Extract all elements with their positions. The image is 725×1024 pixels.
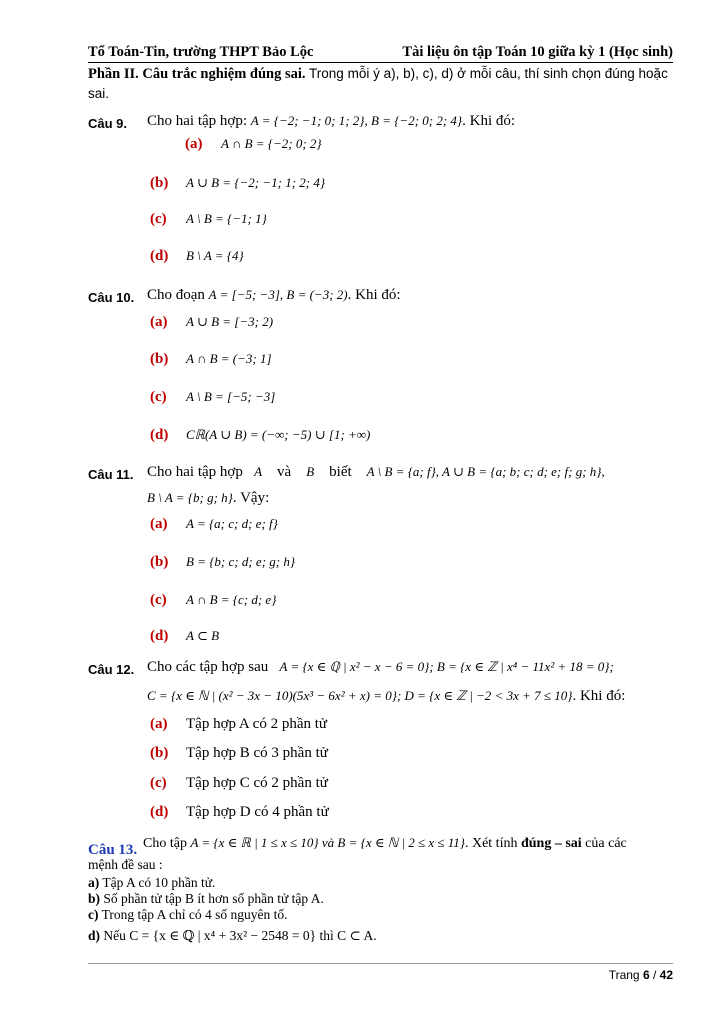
option-text: A ∪ B = [−3; 2): [186, 314, 274, 329]
item-text: Nếu C = {x ∈ ℚ | x⁴ + 3x² − 2548 = 0} thì C ⊂ A.: [100, 928, 377, 943]
option-label: (b): [150, 554, 169, 570]
page-number: 6: [642, 968, 650, 982]
section-instruction-cont: sai.: [88, 86, 110, 101]
q12-stem-text: Cho các tập hợp sau: [147, 659, 269, 675]
q10-option-b: [150, 351, 272, 368]
section-title: Phần II. Câu trắc nghiệm đúng sai.: [88, 66, 306, 82]
q12-option-b: [150, 745, 328, 762]
q12-option-c: [150, 775, 328, 792]
option-label: (c): [150, 592, 167, 608]
q12-sets-cd: C = {x ∈ ℕ | (x² − 3x − 10)(5x³ − 6x² + x) = 0}; D = {x ∈ ℤ | −2 < 3x + 7 ≤ 10}: [147, 688, 573, 703]
q13-stem-cont: mệnh đề sau :: [88, 857, 163, 872]
option-label: (a): [185, 136, 203, 152]
q11-and: và: [277, 464, 292, 480]
option-text: A ∩ B = (−3; 1]: [186, 351, 272, 366]
footer-prefix: Trang: [608, 968, 643, 982]
q9-tail: . Khi đó:: [462, 113, 516, 129]
option-text: A \ B = {−1; 1}: [186, 211, 267, 226]
option-text: B = {b; c; d; e; g; h}: [186, 554, 296, 569]
option-text: A \ B = [−5; −3]: [186, 389, 276, 404]
question-11-stem: [147, 464, 605, 481]
option-label: (d): [150, 804, 169, 820]
q11-know: biết: [329, 464, 352, 480]
q10-tail: . Khi đó:: [347, 287, 401, 303]
q11-option-a: [150, 516, 278, 533]
section-instruction: Trong mỗi ý a), b), c), d) ở mỗi câu, thí sinh chọn đúng hoặc: [305, 66, 668, 81]
option-label: (a): [150, 516, 168, 532]
page-total: 42: [659, 968, 673, 982]
q10-sets: A = [−5; −3], B = (−3; 2): [208, 287, 348, 302]
question-12-label: Câu 12.: [88, 662, 135, 677]
q11-set-b: B: [306, 464, 315, 479]
q12-sets-ab: A = {x ∈ ℚ | x² − x − 6 = 0}; B = {x ∈ ℤ | x⁴ − 11x² + 18 = 0};: [279, 659, 614, 674]
q9-stem-text: Cho hai tập hợp:: [147, 113, 248, 129]
option-text: Tập hợp D có 4 phần tử: [186, 804, 329, 820]
item-label: c): [88, 907, 99, 922]
question-11-label: Câu 11.: [88, 467, 134, 482]
q11-set-diff: B \ A = {b; g; h}: [147, 490, 233, 505]
q9-option-b: [150, 175, 325, 192]
q13-item-a: [88, 875, 215, 891]
question-9-stem: [147, 113, 515, 130]
q9-sets: A = {−2; −1; 0; 1; 2}, B = {−2; 0; 2; 4}: [250, 113, 463, 128]
q13-tail-a: . Xét tính: [464, 836, 521, 851]
option-label: (a): [150, 716, 168, 732]
option-label: (d): [150, 248, 169, 264]
footer-separator: /: [649, 968, 660, 982]
q13-item-b: [88, 891, 324, 907]
q10-stem-text: Cho đoạn: [147, 287, 205, 303]
item-label: d): [88, 928, 101, 943]
q9-option-a: [185, 136, 322, 153]
header-document-title: Tài liệu ôn tập Toán 10 giữa kỳ 1 (Học sinh): [402, 44, 673, 60]
q11-sets: A \ B = {a; f}, A ∪ B = {a; b; c; d; e; f; g; h},: [366, 464, 605, 479]
option-text: A ⊂ B: [186, 628, 220, 643]
option-text: Tập hợp A có 2 phần tử: [186, 716, 328, 732]
q12-option-a: [150, 716, 327, 733]
item-label: a): [88, 875, 100, 890]
q13-item-c: [88, 907, 288, 923]
question-9-label: Câu 9.: [88, 116, 128, 131]
option-label: (b): [150, 175, 169, 191]
q13-sets: A = {x ∈ ℝ | 1 ≤ x ≤ 10} và B = {x ∈ ℕ | 2 ≤ x ≤ 11}: [190, 835, 465, 850]
option-text: A ∩ B = {c; d; e}: [186, 592, 277, 607]
page-header: [88, 44, 673, 63]
header-school: Tổ Toán-Tin, trường THPT Bảo Lộc: [88, 44, 314, 60]
footer-divider: [88, 963, 673, 964]
option-text: Tập hợp C có 2 phần tử: [186, 775, 328, 791]
page-footer: [609, 968, 673, 982]
q10-option-d: [150, 427, 370, 444]
q12-option-d: [150, 804, 329, 821]
option-text: A = {a; c; d; e; f}: [186, 516, 278, 531]
question-10-stem: [147, 287, 401, 304]
q9-option-c: [150, 211, 267, 228]
option-label: (b): [150, 351, 169, 367]
option-text: Cℝ(A ∪ B) = (−∞; −5) ∪ [1; +∞): [186, 427, 371, 442]
q11-tail: . Vậy:: [232, 490, 270, 506]
question-13-label: Câu 13.: [88, 842, 138, 858]
q11-option-c: [150, 592, 276, 609]
q13-stem-text: Cho tập: [143, 836, 187, 851]
q11-option-d: [150, 628, 219, 645]
q13-item-d: [88, 928, 377, 944]
option-label: (d): [150, 628, 169, 644]
question-12-stem-line2: [147, 688, 625, 705]
q10-option-c: [150, 389, 275, 406]
item-text: Số phần tử tập B ít hơn số phần tử tập A.: [100, 891, 324, 906]
q13-tail-b: của các: [581, 836, 627, 851]
option-label: (b): [150, 745, 169, 761]
question-12-stem: [147, 659, 614, 676]
q10-option-a: [150, 314, 273, 331]
option-label: (d): [150, 427, 169, 443]
option-label: (c): [150, 389, 167, 405]
item-text: Tập A có 10 phần tử.: [99, 875, 216, 890]
q11-set-a: A: [254, 464, 263, 479]
q11-stem-text: Cho hai tập hợp: [147, 464, 243, 480]
option-label: (c): [150, 775, 167, 791]
q11-option-b: [150, 554, 295, 571]
item-text: Trong tập A chỉ có 4 số nguyên tố.: [98, 907, 288, 922]
question-10-label: Câu 10.: [88, 290, 135, 305]
option-text: A ∩ B = {−2; 0; 2}: [221, 136, 322, 151]
option-text: A ∪ B = {−2; −1; 1; 2; 4}: [186, 175, 326, 190]
item-label: b): [88, 891, 101, 906]
option-label: (c): [150, 211, 167, 227]
question-11-stem-line2: [147, 490, 269, 507]
q9-option-d: [150, 248, 244, 265]
option-text: Tập hợp B có 3 phần tử: [186, 745, 328, 761]
q12-tail: . Khi đó:: [572, 688, 626, 704]
question-13-stem: [143, 835, 627, 852]
q13-tail-bold: đúng – sai: [520, 836, 582, 851]
option-label: (a): [150, 314, 168, 330]
section-intro: [88, 64, 673, 104]
option-text: B \ A = {4}: [186, 248, 244, 263]
